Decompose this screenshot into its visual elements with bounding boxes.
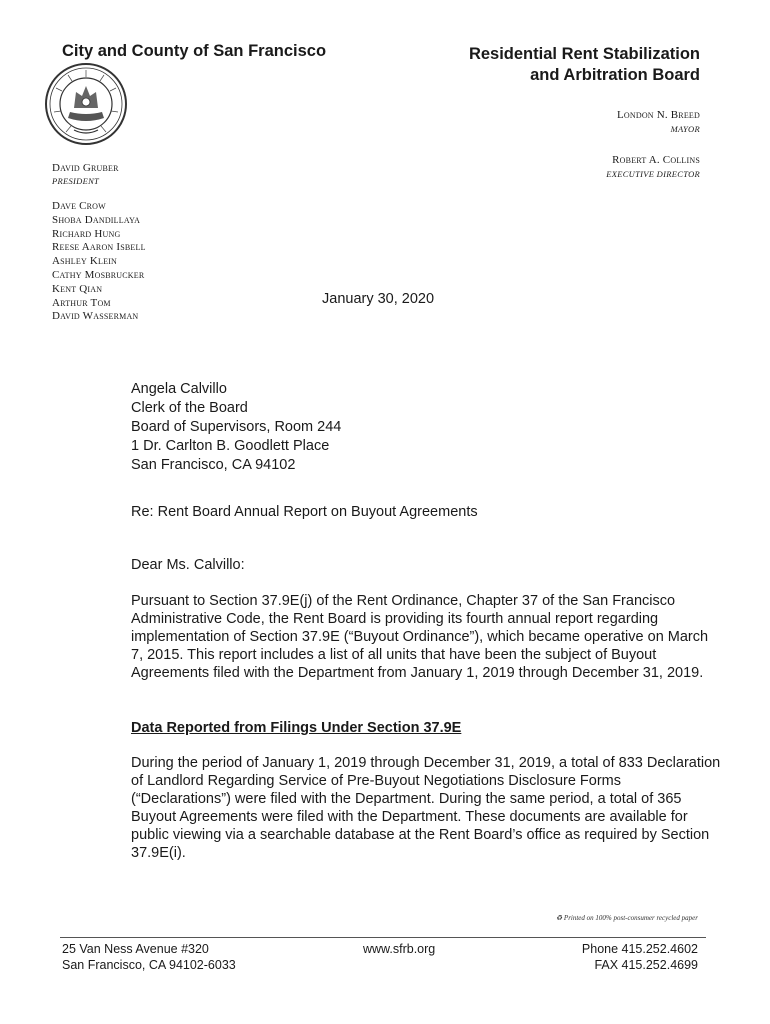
rent-board-title xyxy=(469,44,700,86)
data-paragraph: During the period of January 1, 2019 through December 31, 2019, a total of 833 Declaration of Landlord Regarding Service of Pre-Buyout Negotiations Disclosure Forms (“Declarations”) were filed with the Department. During the same period, a total of 365 Buyout Agreements were filed with the Department. These documents are available for public viewing via a searchable database at the Rent Board’s office as required by Section 37.9E(i). xyxy=(131,755,721,861)
letter-date: January 30, 2020 xyxy=(322,291,435,307)
footer-address-line1: 25 Van Ness Avenue #320 xyxy=(62,942,209,956)
board-members-list xyxy=(52,200,146,324)
board-member: David Wasserman xyxy=(52,310,139,323)
mayor-name: London N. Breed xyxy=(616,109,700,121)
recycled-paper-text: Printed on 100% post-consumer recycled paper xyxy=(563,914,698,922)
board-member: Cathy Mosbrucker xyxy=(52,268,145,281)
footer-website-link[interactable]: www.sfrb.org xyxy=(363,942,436,956)
board-member: Arthur Tom xyxy=(52,296,111,309)
board-member: Ashley Klein xyxy=(52,255,118,268)
footer-address xyxy=(62,941,236,973)
address-line: Board of Supervisors, Room 244 xyxy=(131,419,342,435)
city-county-title: City and County of San Francisco xyxy=(62,42,327,60)
footer-contact xyxy=(582,941,698,973)
section-heading: Data Reported from Filings Under Section 37.9E xyxy=(131,720,462,736)
recycled-paper-note xyxy=(556,914,698,922)
intro-paragraph: Pursuant to Section 37.9E(j) of the Rent Ordinance, Chapter 37 of the San Francisco Administrative Code, the Rent Board is providing its fourth annual report regarding implementation of Section 37.9E (“Buyout Ordinance”), which became operative on March 7, 2015. This report includes a list of all units that have been the subject of Buyout Agreements filed with the Department from January 1, 2019 through December 31, 2019. xyxy=(131,593,709,681)
board-member: Shoba Dandillaya xyxy=(52,213,141,226)
address-line: San Francisco, CA 94102 xyxy=(131,457,296,473)
executive-director-role: EXECUTIVE DIRECTOR xyxy=(606,169,700,179)
footer-address-line2: San Francisco, CA 94102-6033 xyxy=(62,958,236,972)
board-member: Kent Qian xyxy=(52,282,103,295)
board-member: Reese Aaron Isbell xyxy=(52,241,146,254)
executive-director-name: Robert A. Collins xyxy=(612,154,700,166)
city-seal-icon xyxy=(44,62,128,146)
president-role: PRESIDENT xyxy=(52,176,100,186)
footer-divider xyxy=(60,937,706,938)
footer-phone: Phone 415.252.4602 xyxy=(581,942,698,956)
subject-line: Re: Rent Board Annual Report on Buyout Agreements xyxy=(131,504,478,520)
rent-board-title-line2: and Arbitration Board xyxy=(530,66,700,84)
recycle-icon: ♻ xyxy=(555,914,563,922)
mayor-role: MAYOR xyxy=(670,124,700,134)
rent-board-title-line1: Residential Rent Stabilization xyxy=(468,45,700,63)
board-member: Dave Crow xyxy=(52,200,106,212)
address-line: 1 Dr. Carlton B. Goodlett Place xyxy=(131,438,330,454)
recipient-address xyxy=(131,380,341,475)
salutation: Dear Ms. Calvillo: xyxy=(131,557,245,573)
board-member: Richard Hung xyxy=(52,227,121,240)
footer-fax: FAX 415.252.4699 xyxy=(594,958,698,972)
president-name: David Gruber xyxy=(52,162,119,174)
address-line: Angela Calvillo xyxy=(131,381,227,397)
address-line: Clerk of the Board xyxy=(131,400,248,416)
